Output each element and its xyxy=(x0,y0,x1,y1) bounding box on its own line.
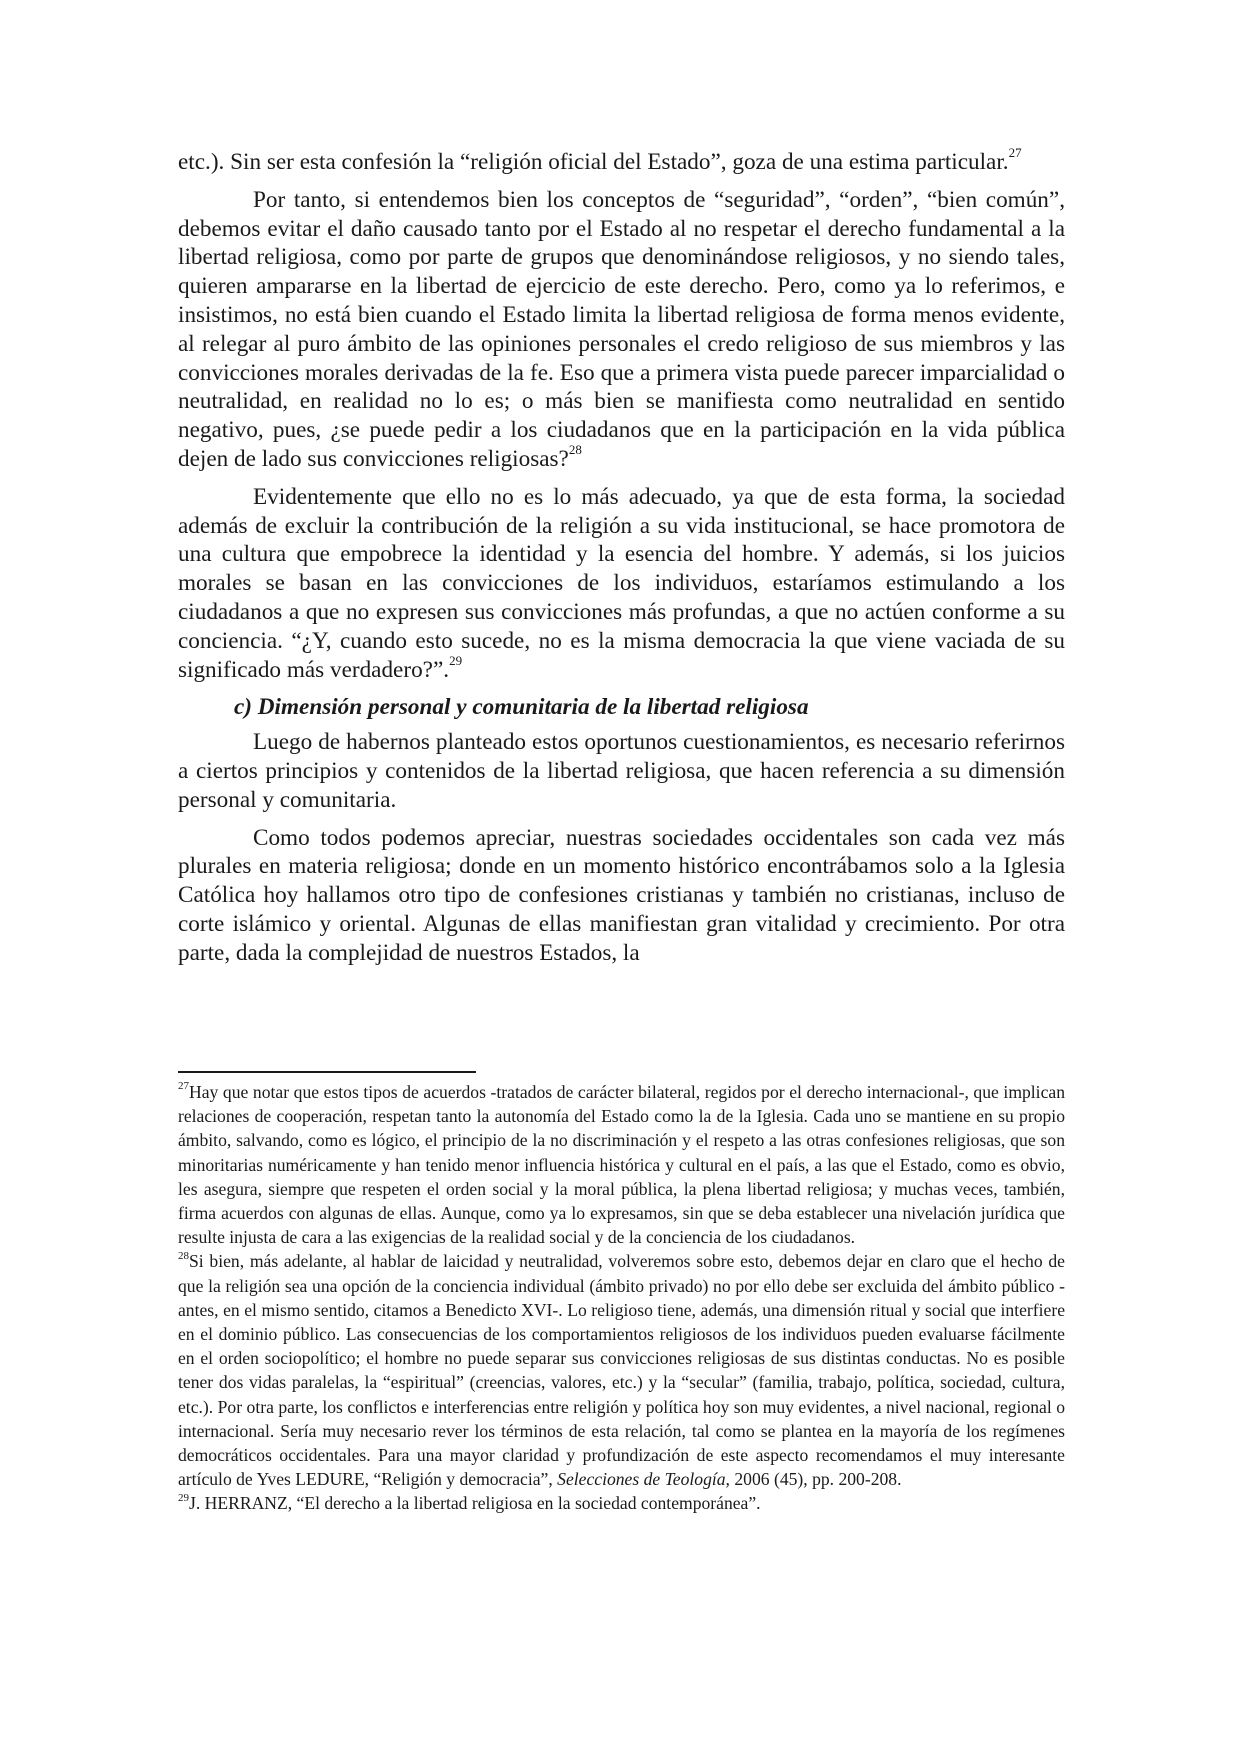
paragraph-4: Luego de habernos planteado estos oportunos cuestionamientos, es necesario referirnos a ciertos principios y contenidos de la libertad religiosa, que hacen referencia a su dimensión personal y comunitaria. xyxy=(178,729,1065,813)
footnote-28-journal: Selecciones de Teología, xyxy=(557,1469,730,1490)
footnote-28 xyxy=(178,1249,1065,1491)
footnote-27-text: Hay que notar que estos tipos de acuerdos -tratados de carácter bilateral, regidos por el derecho internacional-, que implican relaciones de cooperación, respetan tanto la autonomía del Estado como la de la Iglesia. Cada uno se mantiene en su propio ámbito, salvando, como es lógico, el principio de la no discriminación y el respeto a las otras confesiones religiosas, que son minoritarias numéricamente y han tenido menor influencia histórica y cultural en el país, a las que el Estado, como es obvio, les asegura, siempre que respeten el orden social y la moral pública, la plena libertad religiosa; y muchas veces, también, firma acuerdos con algunas de ellas. Aunque, como ya lo expresamos, sin que se deba establecer una nivelación jurídica que resulte injusta de cara a las exigencias de la realidad social y de la conciencia de los ciudadanos. xyxy=(178,1082,1065,1248)
paragraph-2-text: Por tanto, si entendemos bien los conceptos de “seguridad”, “orden”, “bien común”, debemos evitar el daño causado tanto por el Estado al no respetar el derecho fundamental a la libertad religiosa, como por parte de grupos que denominándose religiosos, y no siendo tales, quieren ampararse en la libertad de ejercicio de este derecho. Pero, como ya lo referimos, e insistimos, no está bien cuando el Estado limita la libertad religiosa de forma menos evidente, al relegar al puro ámbito de las opiniones personales el credo religioso de sus miembros y las convicciones morales derivadas de la fe. Eso que a primera vista puede parecer imparcialidad o neutralidad, en realidad no lo es; o más bien se manifiesta como neutralidad en sentido negativo, pues, ¿se puede pedir a los ciudadanos que en la participación en la vida pública dejen de lado sus convicciones religiosas? xyxy=(178,186,1065,472)
footnote-28-end: 2006 (45), pp. 200-208. xyxy=(734,1469,902,1490)
footnote-29 xyxy=(178,1491,1065,1515)
main-text xyxy=(178,145,1065,977)
footnotes xyxy=(178,1080,1065,1516)
paragraph-1-text: etc.). Sin ser esta confesión la “religión oficial del Estado”, goza de una estima particular. xyxy=(178,149,1009,175)
footnote-ref-29[interactable]: 29 xyxy=(449,652,463,668)
paragraph-3 xyxy=(178,483,1065,685)
paragraph-3-text: Evidentemente que ello no es lo más adecuado, ya que de esta forma, la sociedad además de excluir la contribución de la religión a su vida institucional, se hace promotora de una cultura que empobrece la identidad y la esencia del hombre. Y además, si los juicios morales se basan en las convicciones de los individuos, estaríamos estimulando a los ciudadanos a que no expresen sus convicciones más profundas, a que no actúen conforme a su conciencia. “¿Y, cuando esto sucede, no es la misma democracia la que viene vaciada de su significado más verdadero?”. xyxy=(178,483,1065,683)
paragraph-2 xyxy=(178,186,1065,474)
footnote-ref-28[interactable]: 28 xyxy=(568,442,582,458)
section-heading: c) Dimensión personal y comunitaria de la libertad religiosa xyxy=(234,694,809,721)
footnote-27 xyxy=(178,1080,1065,1249)
paragraph-1 xyxy=(178,145,1065,177)
footnote-divider xyxy=(178,1071,476,1073)
footnote-ref-27[interactable]: 27 xyxy=(1008,145,1022,161)
footnote-27-number: 27 xyxy=(178,1080,189,1093)
footnote-28-text: Si bien, más adelante, al hablar de laicidad y neutralidad, volveremos sobre esto, debemos dejar en claro que el hecho de que la religión sea una opción de la conciencia individual (ámbito privado) no por ello debe ser excluida del ámbito público -antes, en el mismo sentido, citamos a Benedicto XVI-. Lo religioso tiene, además, una dimensión ritual y social que interfiere en el dominio público. Las consecuencias de los comportamientos religiosos de los individuos pueden evaluarse fácilmente en el orden sociopolítico; el hombre no puede separar sus convicciones religiosas de sus distintas conductas. No es posible tener dos vidas paralelas, la “espiritual” (creencias, valores, etc.) y la “secular” (familia, trabajo, política, sociedad, cultura, etc.). Por otra parte, los conflictos e interferencias entre religión y política hoy son muy evidentes, a nivel nacional, regional o internacional. Sería muy necesario rever los términos de esta relación, tal como se plantea en la mayoría de los regímenes democráticos occidentales. Para una mayor claridad y profundización de este aspecto recomendamos el muy interesante artículo de Yves LEDURE, “Religión y democracia”, xyxy=(178,1251,1065,1490)
footnote-29-number: 29 xyxy=(178,1491,189,1504)
footnote-28-number: 28 xyxy=(178,1249,189,1262)
footnote-29-text: J. HERRANZ, “El derecho a la libertad religiosa en la sociedad contemporánea”. xyxy=(189,1493,761,1514)
paragraph-5: Como todos podemos apreciar, nuestras sociedades occidentales son cada vez más plurales en materia religiosa; donde en un momento histórico encontrábamos solo a la Iglesia Católica hoy hallamos otro tipo de confesiones cristianas y también no cristianas, incluso de corte islámico y oriental. Algunas de ellas manifiestan gran vitalidad y crecimiento. Por otra parte, dada la complejidad de nuestros Estados, la xyxy=(178,824,1065,966)
